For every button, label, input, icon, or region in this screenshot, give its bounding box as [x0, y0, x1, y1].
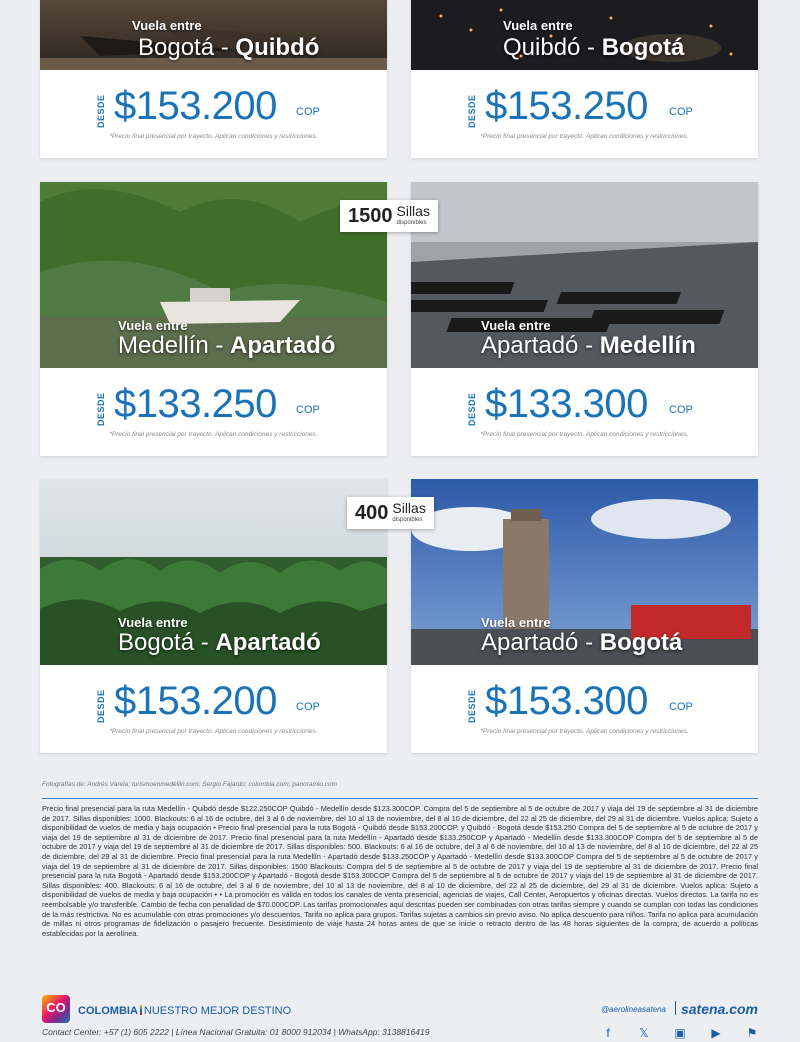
desde-label: DESDE	[467, 94, 477, 128]
route-title: Quibdó - Bogotá	[503, 34, 685, 61]
separator	[675, 1001, 676, 1015]
flag-bar	[140, 1005, 142, 1015]
social-icons	[602, 1027, 758, 1039]
desde-label: DESDE	[96, 94, 106, 128]
price-note: *Precio final presencial por trayecto. Aplican condiciones y restricciones.	[480, 133, 689, 140]
vuela-label: Vuela entre	[481, 615, 551, 630]
vuela-label: Vuela entre	[503, 18, 573, 33]
route-photo	[411, 182, 758, 368]
facebook-icon[interactable]: f	[606, 1026, 610, 1040]
route-photo	[411, 479, 758, 665]
route-card[interactable]	[411, 182, 758, 456]
vuela-label: Vuela entre	[481, 318, 551, 333]
currency-label: COP	[669, 404, 693, 416]
currency-label: COP	[296, 404, 320, 416]
desde-label: DESDE	[96, 392, 106, 426]
seats-label: Sillas	[392, 500, 426, 516]
tagline: COLOMBIA NUESTRO MEJOR DESTINO	[78, 1005, 292, 1017]
youtube-icon[interactable]: ▶	[711, 1026, 721, 1040]
currency-label: COP	[669, 701, 693, 713]
route-title: Bogotá - Quibdó	[138, 34, 320, 61]
desde-label: DESDE	[467, 689, 477, 723]
price-note: *Precio final presencial por trayecto. Aplican condiciones y restricciones.	[480, 431, 689, 438]
route-photo	[40, 0, 387, 70]
price-note: *Precio final presencial por trayecto. Aplican condiciones y restricciones.	[480, 728, 689, 735]
route-photo	[411, 0, 758, 70]
twitter-icon[interactable]: 𝕏	[639, 1026, 649, 1040]
footer	[42, 995, 758, 1040]
currency-label: COP	[669, 106, 693, 118]
vuela-label: Vuela entre	[118, 615, 188, 630]
seats-label: Sillas	[396, 203, 430, 219]
price-amount: $153.250	[485, 84, 648, 128]
price-box	[40, 70, 387, 158]
seats-number: 400	[355, 501, 389, 524]
seats-sub: disponibles	[396, 220, 427, 226]
instagram-icon[interactable]: ▣	[674, 1026, 686, 1040]
route-photo	[40, 479, 387, 665]
route-title: Bogotá - Apartadó	[118, 629, 321, 656]
divider	[42, 798, 758, 799]
legal-text: Precio final presencial para la ruta Medellín - Quibdó desde $122.250COP Quibdó - Medellín desde $123.300COP. Compra del 5 de septiembre al 5 de octubre de 2017 y viaja del 19 de septiembre al 31 de diciembre de 2017. Sillas disponibles: 1000. Blackouts: 6 al 16 de octubre, del 3 al 6 de noviembre, del 10 al 13 de noviembre, del 8 al 10 de diciembre, del 22 al 25 de diciembre, del 29 al 31 de diciembre. Vuelos aplica: Sujeto a disponibilidad de vuelos de media y baja ocupación • Precio final presencial para la ruta Bogotá - Quibdó desde $153.200COP. y Quibdó - Bogotá desde $153.250 Compra del 5 de septiembre al 5 de octubre de 2017 y viaja del 19 de septiembre al 31 de diciembre de 2017. Precio final presencial para la ruta Medellín - Apartadó desde $133.250COP y Apartadó - Medellín desde $133.300COP Compra del 5 de septiembre al 5 de octubre de 2017 y viaja del 19 de septiembre al 31 de diciembre de 2017. Sillas disponibles: 500. Blackouts: 6 al 16 de octubre, del 3 al 6 de noviembre, del 10 al 13 de noviembre, del 8 al 10 de diciembre, del 22 al 25 de diciembre, del 29 al 31 de diciembre. Precio final presencial para la ruta Medellín - Apartadó desde $133.250COP y Apartadó - Medellín desde $133.300COP Compra del 5 de septiembre al 5 de octubre de 2017 y viaja del 19 de septiembre al 31 de diciembre de 2017. Sillas disponibles: 1500 Blackouts: Compra del 5 de septiembre al 5 de octubre de 2017 y viaja del 19 de septiembre al 31 de diciembre de 2017. Precio final presencial para la ruta Bogotá - Apartadó desde $153.200COP y Apartadó - Bogotá desde $153.300COP Compra del 5 de septiembre al 5 de octubre de 2017 y viaja del 19 de septiembre al 31 de diciembre de 2017. Sillas disponibles: 400. Blackouts: 6 al 16 de octubre, del 3 al 6 de noviembre, del 10 al 13 de noviembre, del 8 al 10 de diciembre, del 22 al 25 de diciembre, del 29 al 31 de diciembre. Vuelos aplica: Sujeto a disponibilidad de vuelos de media y baja ocupación • • La promoción es válida en todos los canales de venta presencial, agencias de viajes, Call Center, Aeropuertos y oficinas directas. Vuelos directos. La tarifa no es reembolsable y/o transferible. Cambio de fecha con penalidad de $70.000COP. Las tarifas promocionales aquí descritas pueden ser combinadas con otras tarifas siempre y cuando se cumplan con todas las condiciones de la más restrictiva. No es acumulable con otras promociones y/o descuentos. Tarifa no aplica para grupos. Tarifas sujetas a cambios sin previo aviso. No aplica descuento para niños. Tarifa no aplica para acumulación de millas ni otros programas de fidelización o pasajero frecuente. Desistimiento de viaje hasta 24 horas antes de que se inicie o retracto dentro de las 48 horas siguientes de la compra; de acuerdo a políticas establecidas por la aerolínea.	[42, 804, 758, 938]
colombia-logo: CO	[42, 995, 70, 1023]
route-card[interactable]	[40, 182, 387, 456]
photo-credits: Fotografías de: Andrés Varela; turismoenmedellin.com; Sergio Fajardo; colombia.com; panoramio.com	[42, 781, 338, 788]
price-amount: $133.300	[485, 382, 648, 426]
price-note: *Precio final presencial por trayecto. Aplican condiciones y restricciones.	[109, 431, 318, 438]
contact-info: Contact Center: +57 (1) 605 2222 | Línea Nacional Gratuita: 01 8000 912034 | WhatsApp: 3138816419	[42, 1027, 430, 1037]
route-title: Apartadó - Medellín	[481, 332, 696, 359]
location-icon[interactable]: ⚑	[746, 1026, 758, 1040]
price-note: *Precio final presencial por trayecto. Aplican condiciones y restricciones.	[109, 133, 318, 140]
price-box	[411, 368, 758, 456]
route-title: Apartadó - Bogotá	[481, 629, 683, 656]
price-note: *Precio final presencial por trayecto. Aplican condiciones y restricciones.	[109, 728, 318, 735]
price-box	[40, 368, 387, 456]
price-box	[40, 665, 387, 753]
price-amount: $153.200	[114, 84, 277, 128]
social-handle[interactable]: @aerolineasatena	[600, 1005, 666, 1014]
route-card[interactable]	[40, 0, 387, 158]
price-amount: $153.200	[114, 679, 277, 723]
route-card[interactable]	[411, 479, 758, 753]
price-amount: $153.300	[485, 679, 648, 723]
price-amount: $133.250	[114, 382, 277, 426]
seats-badge	[347, 497, 434, 529]
currency-label: COP	[296, 106, 320, 118]
price-box	[411, 70, 758, 158]
website-link[interactable]: satena.com	[680, 1001, 758, 1017]
seats-number: 1500	[348, 204, 393, 227]
vuela-label: Vuela entre	[118, 318, 188, 333]
seats-sub: disponibles	[392, 517, 423, 523]
route-card[interactable]	[411, 0, 758, 158]
desde-label: DESDE	[467, 392, 477, 426]
route-card[interactable]	[40, 479, 387, 753]
route-title: Medellín - Apartadó	[118, 332, 336, 359]
price-box	[411, 665, 758, 753]
vuela-label: Vuela entre	[132, 18, 202, 33]
desde-label: DESDE	[96, 689, 106, 723]
currency-label: COP	[296, 701, 320, 713]
seats-badge	[340, 200, 438, 232]
route-photo	[40, 182, 387, 368]
